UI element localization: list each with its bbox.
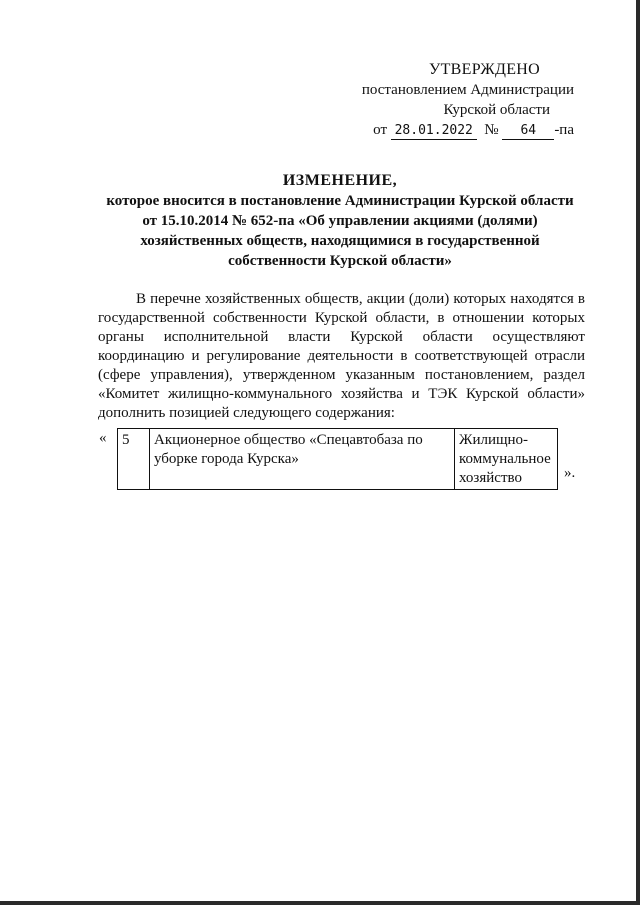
company-name-line-2: уборке города Курска» xyxy=(154,451,299,467)
number-label: № xyxy=(484,122,499,138)
sector-line-3: хозяйство xyxy=(459,470,522,486)
heading-line-1: которое вносится в постановление Администрации Курской области xyxy=(106,193,574,209)
insert-table xyxy=(117,428,558,490)
close-quote: ». xyxy=(564,465,576,481)
approval-line-1: постановлением Администрации xyxy=(361,82,574,98)
scan-edge-right xyxy=(636,0,640,905)
company-name-cell xyxy=(150,429,455,490)
approval-line-2: Курской области xyxy=(443,102,550,118)
approval-stamp xyxy=(350,60,590,140)
row-number-cell xyxy=(118,429,150,490)
open-quote: « xyxy=(99,430,107,446)
approval-title: УТВЕРЖДЕНО xyxy=(428,61,540,78)
sector-line-1: Жилищно- xyxy=(459,432,529,448)
company-name-line-1: Акционерное общество «Спецавтобаза по xyxy=(154,432,423,448)
row-number: 5 xyxy=(122,432,130,448)
sector-cell xyxy=(455,429,558,490)
heading-line-4: собственности Курской области» xyxy=(228,253,452,269)
table-row xyxy=(118,429,558,490)
document-heading xyxy=(90,171,590,271)
body-paragraph: В перечне хозяйственных обществ, акции (доли) которых находятся в государственной собственности Курской области, в отношении которых органы исполнительной власти Курской области осуществляют координацию и регулирование деятельности в соответствующей отрасли (сфере управления), утвержденном указанным постановлением, раздел «Комитет жилищно-коммунального хозяйства и ТЭК Курской области» дополнить позицией следующего содержания: xyxy=(98,291,585,421)
approval-date-line xyxy=(350,120,590,140)
scan-edge-bottom xyxy=(0,901,640,905)
number-suffix: -па xyxy=(554,122,574,138)
approval-number: 64 xyxy=(502,123,554,140)
heading-title: ИЗМЕНЕНИЕ, xyxy=(282,172,398,189)
approval-date: 28.01.2022 xyxy=(391,123,477,140)
from-label: от xyxy=(373,122,387,138)
heading-line-2: от 15.10.2014 № 652-па «Об управлении акциями (долями) xyxy=(142,213,538,229)
heading-line-3: хозяйственных обществ, находящимися в государственной xyxy=(140,233,540,249)
sector-line-2: коммунальное xyxy=(459,451,551,467)
